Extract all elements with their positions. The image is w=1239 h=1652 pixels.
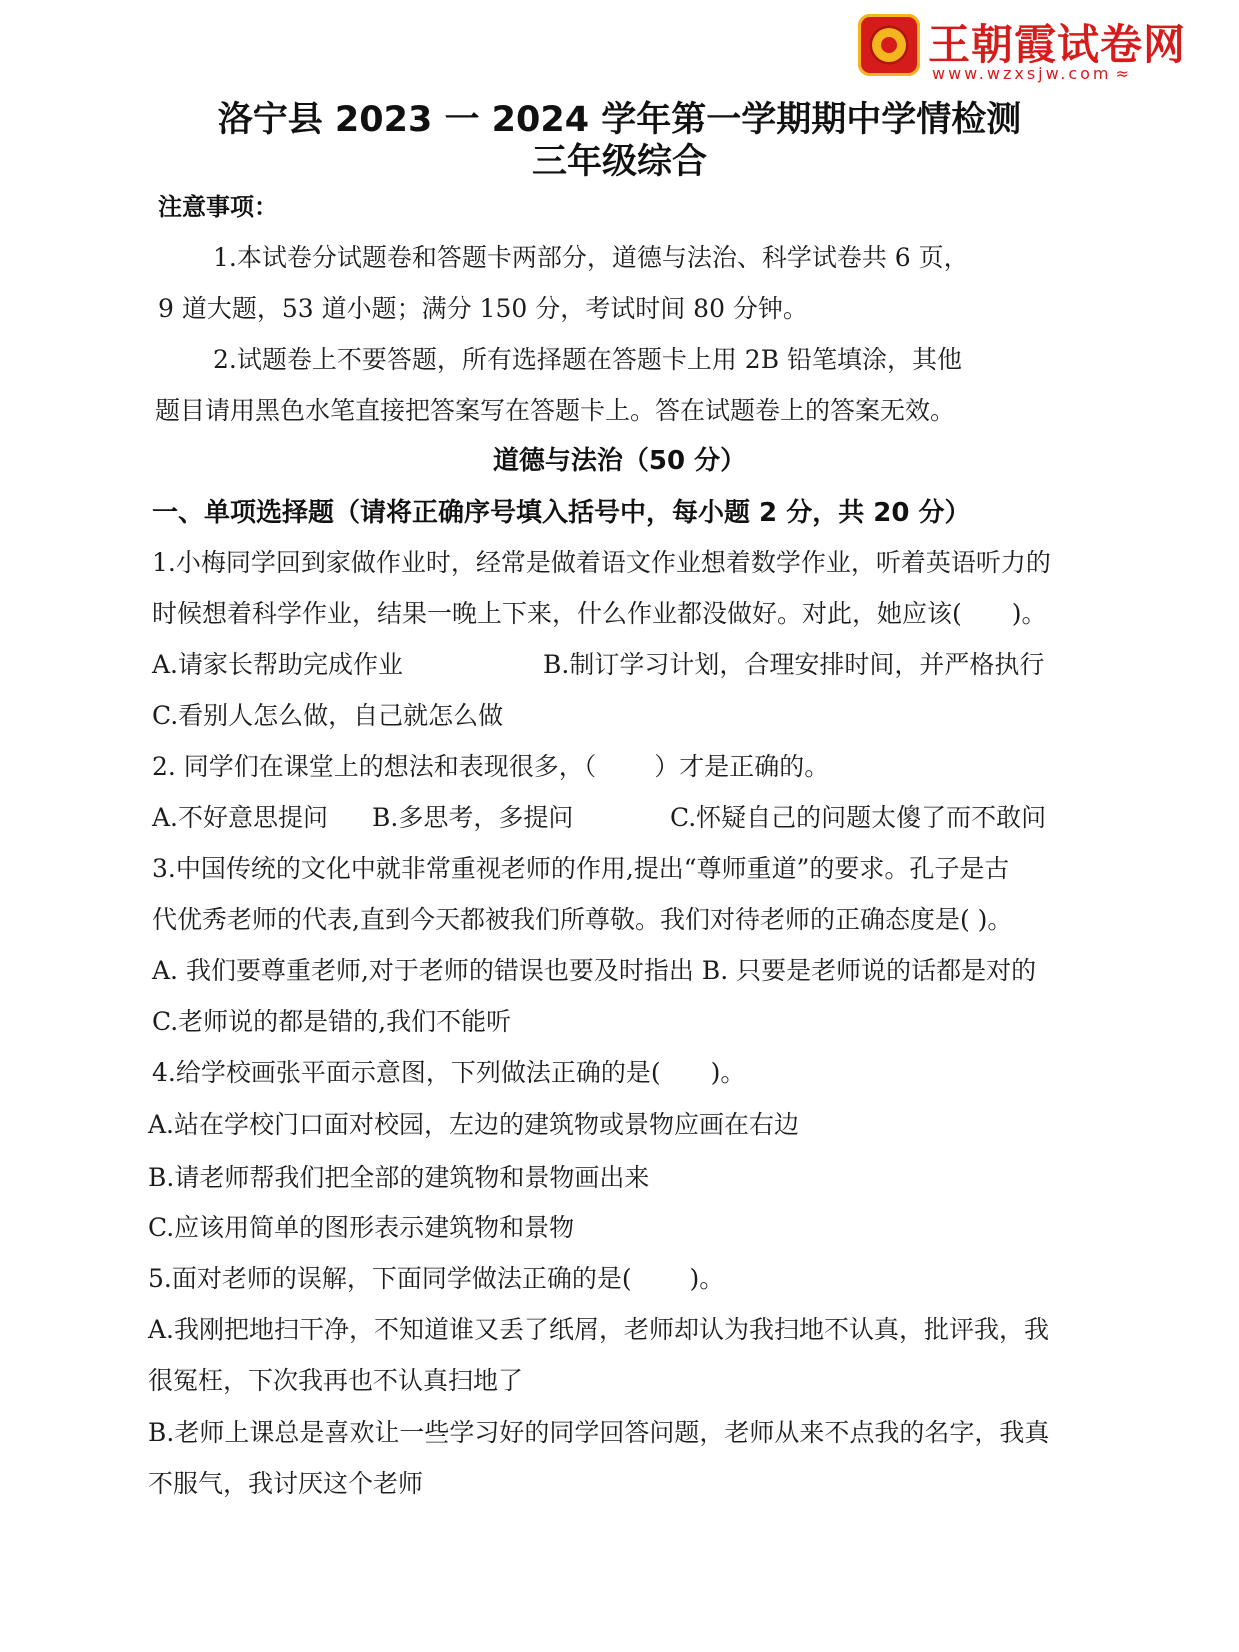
exam-subtitle: 三年级综合 <box>531 142 707 182</box>
question-line: 代优秀老师的代表,直到今天都被我们所尊敬。我们对待老师的正确态度是( )。 <box>152 905 1013 934</box>
answer-option: B.老师上课总是喜欢让一些学习好的同学回答问题，老师从来不点我的名字，我真 <box>148 1418 1050 1447</box>
logo-url: www.wzxsjw.com ≈ <box>932 64 1132 83</box>
exam-title: 洛宁县 2023 一 2024 学年第一学期期中学情检测 <box>217 100 1022 140</box>
answer-option: 不服气，我讨厌这个老师 <box>148 1469 424 1498</box>
part-heading: 一、单项选择题（请将正确序号填入括号中，每小题 2 分，共 20 分） <box>152 498 971 528</box>
answer-option: A. 我们要尊重老师,对于老师的错误也要及时指出 B. 只要是老师说的话都是对的 <box>152 956 1037 985</box>
answer-option: A.站在学校门口面对校园，左边的建筑物或景物应画在右边 <box>148 1110 800 1139</box>
question-line: 5.面对老师的误解，下面同学做法正确的是( )。 <box>148 1264 725 1293</box>
question-line: 时候想着科学作业，结果一晚上下来，什么作业都没做好。对此，她应该( )。 <box>152 599 1047 628</box>
site-logo <box>858 10 1188 82</box>
question-line: 3.中国传统的文化中就非常重视老师的作用,提出“尊师重道”的要求。孔子是古 <box>152 854 1010 883</box>
answer-option: C.看别人怎么做，自己就怎么做 <box>152 701 504 730</box>
answer-option: B.请老师帮我们把全部的建筑物和景物画出来 <box>148 1163 650 1192</box>
answer-option: A.我刚把地扫干净，不知道谁又丢了纸屑，老师却认为我扫地不认真，批评我，我 <box>148 1315 1050 1344</box>
notice-line: 2.试题卷上不要答题，所有选择题在答题卡上用 2B 铅笔填涂，其他 <box>213 345 963 374</box>
answer-option: B.制订学习计划，合理安排时间，并严格执行 <box>543 650 1045 679</box>
notice-line: 9 道大题，53 道小题；满分 150 分，考试时间 80 分钟。 <box>158 294 808 323</box>
answer-option: B.多思考，多提问 <box>372 803 574 832</box>
logo-badge-icon <box>858 14 920 76</box>
answer-option: A.不好意思提问 <box>152 803 329 832</box>
notice-line: 1.本试卷分试题卷和答题卡两部分，道德与法治、科学试卷共 6 页， <box>213 243 969 272</box>
question-line: 2. 同学们在课堂上的想法和表现很多，（ ）才是正确的。 <box>152 752 830 781</box>
answer-option: C.老师说的都是错的,我们不能听 <box>152 1007 512 1036</box>
answer-option: C.怀疑自己的问题太傻了而不敢问 <box>670 803 1047 832</box>
logo-name: 王朝霞试卷网 <box>928 20 1187 69</box>
notice-heading: 注意事项： <box>158 193 278 221</box>
question-line: 1.小梅同学回到家做作业时，经常是做着语文作业想着数学作业，听着英语听力的 <box>152 548 1051 577</box>
section-title: 道德与法治（50 分） <box>492 446 747 476</box>
notice-line: 题目请用黑色水笔直接把答案写在答题卡上。答在试题卷上的答案无效。 <box>155 396 956 425</box>
answer-option: 很冤枉，下次我再也不认真扫地了 <box>148 1366 524 1395</box>
question-line: 4.给学校画张平面示意图，下列做法正确的是( )。 <box>152 1058 746 1087</box>
answer-option: A.请家长帮助完成作业 <box>152 650 404 679</box>
answer-option: C.应该用简单的图形表示建筑物和景物 <box>148 1213 575 1242</box>
